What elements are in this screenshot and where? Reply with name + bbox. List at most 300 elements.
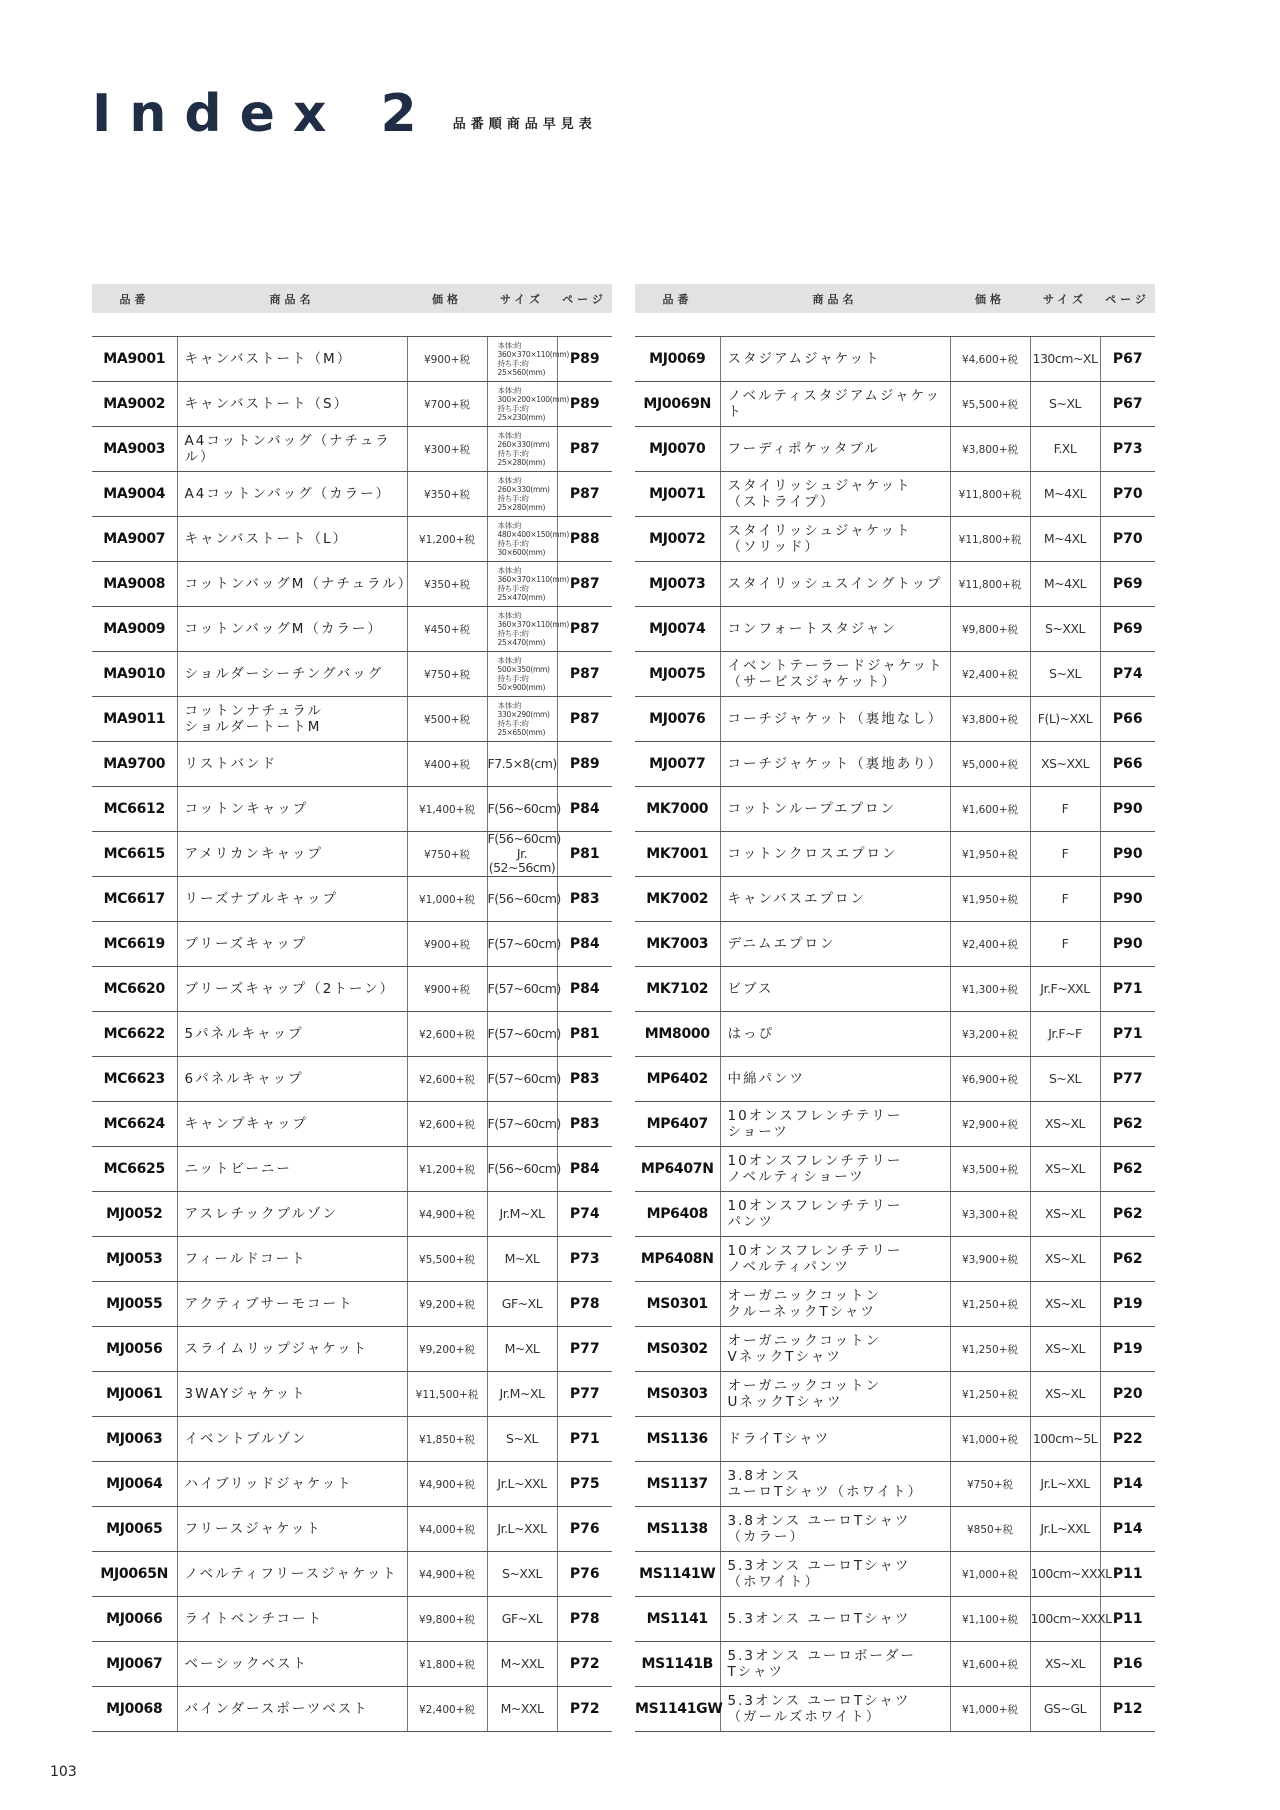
table-row [92, 1507, 612, 1552]
product-page: P67 [1100, 382, 1155, 427]
product-code: MJ0063 [92, 1417, 177, 1462]
product-size: Jr.M~XL [487, 1372, 557, 1417]
product-code: MJ0072 [635, 517, 720, 562]
product-code: MC6625 [92, 1147, 177, 1192]
product-page: P71 [1100, 1012, 1155, 1057]
header-page: ページ [557, 284, 612, 313]
product-code: MK7002 [635, 877, 720, 922]
product-code: MJ0075 [635, 652, 720, 697]
table-row [92, 472, 612, 517]
table-row [635, 1282, 1155, 1327]
product-name: ライトベンチコート [177, 1597, 407, 1642]
product-name: イベントテーラードジャケット （サービスジャケット） [720, 652, 950, 697]
product-size: 本体:約300×200×100(mm) 持ち手:約25×230(mm) [487, 382, 557, 427]
product-page: P62 [1100, 1192, 1155, 1237]
product-price: ¥11,800+税 [950, 472, 1030, 517]
table-spacer [635, 313, 1155, 337]
table-spacer-cell [635, 313, 1155, 337]
product-name: 中綿パンツ [720, 1057, 950, 1102]
product-name: リーズナブルキャップ [177, 877, 407, 922]
product-page: P73 [1100, 427, 1155, 472]
table-row [635, 787, 1155, 832]
product-name: コットンキャップ [177, 787, 407, 832]
product-code: MC6612 [92, 787, 177, 832]
product-price: ¥850+税 [950, 1507, 1030, 1552]
table-row [92, 562, 612, 607]
product-name: リストバンド [177, 742, 407, 787]
table-row [92, 832, 612, 877]
product-name: キャンバストート（L） [177, 517, 407, 562]
product-name: オーガニックコットン UネックTシャツ [720, 1372, 950, 1417]
product-size: F(56~60cm) [487, 877, 557, 922]
product-code: MJ0074 [635, 607, 720, 652]
product-name: キャンバストート（M） [177, 337, 407, 382]
product-page: P69 [1100, 607, 1155, 652]
product-name: 10オンスフレンチテリー パンツ [720, 1192, 950, 1237]
product-page: P78 [557, 1597, 612, 1642]
product-code: MK7000 [635, 787, 720, 832]
product-code: MJ0056 [92, 1327, 177, 1372]
product-name: スタイリッシュスイングトップ [720, 562, 950, 607]
product-name: スライムリップジャケット [177, 1327, 407, 1372]
product-price: ¥9,800+税 [950, 607, 1030, 652]
product-price: ¥350+税 [407, 562, 487, 607]
product-code: MJ0071 [635, 472, 720, 517]
product-page: P72 [557, 1642, 612, 1687]
table-row [92, 1192, 612, 1237]
table-row [92, 1327, 612, 1372]
product-size: S~XL [1030, 1057, 1100, 1102]
product-size: F(57~60cm) [487, 922, 557, 967]
product-price: ¥2,600+税 [407, 1057, 487, 1102]
product-price: ¥11,500+税 [407, 1372, 487, 1417]
product-page: P90 [1100, 922, 1155, 967]
product-size: S~XL [1030, 382, 1100, 427]
table-row [635, 1147, 1155, 1192]
product-code: MJ0055 [92, 1282, 177, 1327]
table-row [92, 967, 612, 1012]
product-size: 本体:約360×370×110(mm) 持ち手:約25×470(mm) [487, 607, 557, 652]
product-size: Jr.L~XXL [1030, 1462, 1100, 1507]
product-page: P84 [557, 967, 612, 1012]
table-row [635, 1417, 1155, 1462]
table-row [92, 1417, 612, 1462]
product-size: GF~XL [487, 1282, 557, 1327]
product-page: P88 [557, 517, 612, 562]
product-name: オーガニックコットン クルーネックTシャツ [720, 1282, 950, 1327]
page-number: 103 [50, 1764, 77, 1780]
table-row [635, 337, 1155, 382]
product-code: MC6622 [92, 1012, 177, 1057]
product-page: P71 [557, 1417, 612, 1462]
product-price: ¥1,400+税 [407, 787, 487, 832]
product-page: P90 [1100, 787, 1155, 832]
product-size: Jr.L~XXL [1030, 1507, 1100, 1552]
table-row [635, 1462, 1155, 1507]
product-size: F(L)~XXL [1030, 697, 1100, 742]
product-price: ¥2,400+税 [950, 922, 1030, 967]
product-code: MP6408 [635, 1192, 720, 1237]
product-code: MP6402 [635, 1057, 720, 1102]
product-page: P14 [1100, 1507, 1155, 1552]
product-page: P89 [557, 382, 612, 427]
product-name: コットンループエプロン [720, 787, 950, 832]
product-name: コーチジャケット（裏地あり） [720, 742, 950, 787]
product-size: XS~XL [1030, 1282, 1100, 1327]
product-name: キャンバスエプロン [720, 877, 950, 922]
product-size: 本体:約360×370×110(mm) 持ち手:約25×470(mm) [487, 562, 557, 607]
product-code: MP6407N [635, 1147, 720, 1192]
product-name: ノベルティフリースジャケット [177, 1552, 407, 1597]
table-row [635, 472, 1155, 517]
table-row [635, 1687, 1155, 1732]
product-code: MJ0052 [92, 1192, 177, 1237]
product-name: ドライTシャツ [720, 1417, 950, 1462]
product-name: コットンバッグM（カラー） [177, 607, 407, 652]
product-name: 6パネルキャップ [177, 1057, 407, 1102]
product-price: ¥3,500+税 [950, 1147, 1030, 1192]
product-page: P87 [557, 607, 612, 652]
product-price: ¥2,600+税 [407, 1102, 487, 1147]
product-size: GF~XL [487, 1597, 557, 1642]
table-row [635, 832, 1155, 877]
product-page: P16 [1100, 1642, 1155, 1687]
product-price: ¥450+税 [407, 607, 487, 652]
page-header [92, 84, 597, 144]
product-name: ブリーズキャップ（2トーン） [177, 967, 407, 1012]
product-page: P87 [557, 697, 612, 742]
product-code: MK7102 [635, 967, 720, 1012]
product-name: 3.8オンス ユーロTシャツ（ホワイト） [720, 1462, 950, 1507]
table-row [635, 1192, 1155, 1237]
product-code: MJ0077 [635, 742, 720, 787]
table-row [635, 877, 1155, 922]
table-row [92, 787, 612, 832]
header-code: 品番 [635, 284, 720, 313]
product-price: ¥1,000+税 [950, 1417, 1030, 1462]
product-code: MJ0065N [92, 1552, 177, 1597]
product-page: P70 [1100, 472, 1155, 517]
table-row [635, 382, 1155, 427]
product-size: GS~GL [1030, 1687, 1100, 1732]
product-code: MJ0053 [92, 1237, 177, 1282]
product-page: P84 [557, 922, 612, 967]
product-size: F.XL [1030, 427, 1100, 472]
product-code: MA9004 [92, 472, 177, 517]
product-page: P87 [557, 427, 612, 472]
product-price: ¥4,900+税 [407, 1552, 487, 1597]
product-page: P73 [557, 1237, 612, 1282]
product-size: 本体:約360×370×110(mm) 持ち手:約25×560(mm) [487, 337, 557, 382]
product-name: オーガニックコットン VネックTシャツ [720, 1327, 950, 1372]
table-header-row [635, 284, 1155, 313]
table-row [92, 1462, 612, 1507]
product-price: ¥1,250+税 [950, 1282, 1030, 1327]
product-code: MJ0070 [635, 427, 720, 472]
product-code: MA9700 [92, 742, 177, 787]
product-name: キャンプキャップ [177, 1102, 407, 1147]
product-name: アクティブサーモコート [177, 1282, 407, 1327]
index-table-body [92, 313, 612, 1732]
table-spacer [92, 313, 612, 337]
product-price: ¥4,000+税 [407, 1507, 487, 1552]
product-page: P74 [1100, 652, 1155, 697]
product-price: ¥9,800+税 [407, 1597, 487, 1642]
product-price: ¥11,800+税 [950, 517, 1030, 562]
product-page: P78 [557, 1282, 612, 1327]
product-price: ¥4,600+税 [950, 337, 1030, 382]
product-page: P75 [557, 1462, 612, 1507]
product-code: MK7001 [635, 832, 720, 877]
product-name: ショルダーシーチングバッグ [177, 652, 407, 697]
product-price: ¥350+税 [407, 472, 487, 517]
product-name: キャンバストート（S） [177, 382, 407, 427]
product-page: P19 [1100, 1282, 1155, 1327]
header-name: 商品名 [720, 284, 950, 313]
product-size: S~XL [487, 1417, 557, 1462]
product-price: ¥9,200+税 [407, 1327, 487, 1372]
product-price: ¥1,950+税 [950, 877, 1030, 922]
product-code: MP6408N [635, 1237, 720, 1282]
product-page: P62 [1100, 1237, 1155, 1282]
product-name: 5.3オンス ユーロボーダー Tシャツ [720, 1642, 950, 1687]
product-name: フリースジャケット [177, 1507, 407, 1552]
product-name: スタイリッシュジャケット （ストライプ） [720, 472, 950, 517]
product-code: MJ0069N [635, 382, 720, 427]
table-row [92, 337, 612, 382]
table-row [635, 562, 1155, 607]
product-price: ¥400+税 [407, 742, 487, 787]
product-name: コットンナチュラル ショルダートートM [177, 697, 407, 742]
product-page: P90 [1100, 877, 1155, 922]
header-price: 価格 [407, 284, 487, 313]
product-price: ¥900+税 [407, 922, 487, 967]
product-code: MJ0068 [92, 1687, 177, 1732]
product-price: ¥1,000+税 [950, 1552, 1030, 1597]
product-code: MA9008 [92, 562, 177, 607]
product-page: P89 [557, 337, 612, 382]
product-name: ベーシックベスト [177, 1642, 407, 1687]
index-table-body [635, 313, 1155, 1732]
product-size: S~XXL [1030, 607, 1100, 652]
product-name: 5.3オンス ユーロTシャツ （ホワイト） [720, 1552, 950, 1597]
product-price: ¥3,300+税 [950, 1192, 1030, 1237]
product-name: デニムエプロン [720, 922, 950, 967]
table-row [92, 922, 612, 967]
product-name: フィールドコート [177, 1237, 407, 1282]
product-name: A4コットンバッグ（カラー） [177, 472, 407, 517]
table-row [92, 517, 612, 562]
product-page: P87 [557, 652, 612, 697]
index-table-left [92, 284, 612, 1732]
table-row [635, 1102, 1155, 1147]
table-row [92, 607, 612, 652]
product-price: ¥4,900+税 [407, 1462, 487, 1507]
product-code: MS0302 [635, 1327, 720, 1372]
product-page: P81 [557, 832, 612, 877]
product-price: ¥1,200+税 [407, 1147, 487, 1192]
product-size: F [1030, 832, 1100, 877]
table-row [635, 1057, 1155, 1102]
product-price: ¥750+税 [407, 652, 487, 697]
product-page: P71 [1100, 967, 1155, 1012]
product-price: ¥900+税 [407, 337, 487, 382]
product-size: F(57~60cm) [487, 967, 557, 1012]
product-code: MA9010 [92, 652, 177, 697]
product-name: ビブス [720, 967, 950, 1012]
product-page: P81 [557, 1012, 612, 1057]
product-code: MS1141 [635, 1597, 720, 1642]
product-page: P83 [557, 1102, 612, 1147]
page-title: Index 2 [92, 84, 435, 144]
product-price: ¥1,250+税 [950, 1327, 1030, 1372]
table-row [635, 1372, 1155, 1417]
product-price: ¥500+税 [407, 697, 487, 742]
product-size: XS~XL [1030, 1642, 1100, 1687]
product-page: P66 [1100, 742, 1155, 787]
product-page: P69 [1100, 562, 1155, 607]
product-code: MC6624 [92, 1102, 177, 1147]
product-code: MJ0061 [92, 1372, 177, 1417]
table-row [92, 1102, 612, 1147]
product-page: P74 [557, 1192, 612, 1237]
table-row [635, 967, 1155, 1012]
product-code: MA9002 [92, 382, 177, 427]
product-name: コーチジャケット（裏地なし） [720, 697, 950, 742]
product-name: コットンバッグM（ナチュラル） [177, 562, 407, 607]
product-price: ¥5,500+税 [950, 382, 1030, 427]
header-page: ページ [1100, 284, 1155, 313]
table-row [635, 517, 1155, 562]
product-page: P62 [1100, 1102, 1155, 1147]
product-code: MJ0067 [92, 1642, 177, 1687]
product-code: MC6620 [92, 967, 177, 1012]
product-page: P20 [1100, 1372, 1155, 1417]
product-page: P89 [557, 742, 612, 787]
product-size: 130cm~XL [1030, 337, 1100, 382]
product-size: 本体:約260×330(mm) 持ち手:約25×280(mm) [487, 472, 557, 517]
product-page: P19 [1100, 1327, 1155, 1372]
product-price: ¥1,600+税 [950, 1642, 1030, 1687]
table-header-row [92, 284, 612, 313]
product-size: Jr.L~XXL [487, 1462, 557, 1507]
product-code: MA9003 [92, 427, 177, 472]
product-price: ¥3,200+税 [950, 1012, 1030, 1057]
product-size: 100cm~XXXL [1030, 1597, 1100, 1642]
product-price: ¥1,000+税 [950, 1687, 1030, 1732]
product-size: F [1030, 787, 1100, 832]
product-price: ¥1,300+税 [950, 967, 1030, 1012]
product-code: MS0301 [635, 1282, 720, 1327]
product-name: はっぴ [720, 1012, 950, 1057]
product-page: P87 [557, 472, 612, 517]
product-page: P66 [1100, 697, 1155, 742]
product-code: MS1141W [635, 1552, 720, 1597]
product-code: MP6407 [635, 1102, 720, 1147]
table-row [635, 652, 1155, 697]
product-size: 100cm~XXXL [1030, 1552, 1100, 1597]
product-code: MS1138 [635, 1507, 720, 1552]
product-price: ¥11,800+税 [950, 562, 1030, 607]
product-size: F [1030, 922, 1100, 967]
product-name: 5パネルキャップ [177, 1012, 407, 1057]
product-size: M~XL [487, 1327, 557, 1372]
product-size: Jr.F~XXL [1030, 967, 1100, 1012]
product-size: 100cm~5L [1030, 1417, 1100, 1462]
product-code: MJ0066 [92, 1597, 177, 1642]
product-name: 10オンスフレンチテリー ノベルティショーツ [720, 1147, 950, 1192]
product-code: MK7003 [635, 922, 720, 967]
product-name: スタイリッシュジャケット （ソリッド） [720, 517, 950, 562]
product-code: MA9009 [92, 607, 177, 652]
product-name: コンフォートスタジャン [720, 607, 950, 652]
product-code: MA9011 [92, 697, 177, 742]
product-price: ¥1,800+税 [407, 1642, 487, 1687]
product-page: P76 [557, 1507, 612, 1552]
table-row [92, 1642, 612, 1687]
product-name: 5.3オンス ユーロTシャツ （ガールズホワイト） [720, 1687, 950, 1732]
table-row [92, 697, 612, 742]
table-row [92, 652, 612, 697]
product-name: スタジアムジャケット [720, 337, 950, 382]
product-price: ¥3,800+税 [950, 697, 1030, 742]
product-size: 本体:約260×330(mm) 持ち手:約25×280(mm) [487, 427, 557, 472]
product-size: F(56~60cm) [487, 1147, 557, 1192]
product-size: XS~XL [1030, 1192, 1100, 1237]
product-size: 本体:約480×400×150(mm) 持ち手:約30×600(mm) [487, 517, 557, 562]
product-size: F(57~60cm) [487, 1057, 557, 1102]
product-price: ¥1,850+税 [407, 1417, 487, 1462]
product-code: MS1137 [635, 1462, 720, 1507]
product-page: P84 [557, 1147, 612, 1192]
product-name: ハイブリッドジャケット [177, 1462, 407, 1507]
product-code: MS1141GW [635, 1687, 720, 1732]
table-row [92, 1282, 612, 1327]
product-price: ¥1,000+税 [407, 877, 487, 922]
product-page: P14 [1100, 1462, 1155, 1507]
table-row [635, 1642, 1155, 1687]
product-size: S~XL [1030, 652, 1100, 697]
table-row [635, 1237, 1155, 1282]
table-row [635, 922, 1155, 967]
product-name: ノベルティスタジアムジャケット [720, 382, 950, 427]
product-code: MJ0065 [92, 1507, 177, 1552]
product-size: F [1030, 877, 1100, 922]
product-price: ¥700+税 [407, 382, 487, 427]
table-row [92, 742, 612, 787]
table-row [92, 1372, 612, 1417]
product-price: ¥900+税 [407, 967, 487, 1012]
header-code: 品番 [92, 284, 177, 313]
product-page: P11 [1100, 1552, 1155, 1597]
product-code: MC6615 [92, 832, 177, 877]
product-code: MC6619 [92, 922, 177, 967]
product-code: MJ0069 [635, 337, 720, 382]
product-size: M~XL [487, 1237, 557, 1282]
product-code: MS1136 [635, 1417, 720, 1462]
product-price: ¥750+税 [950, 1462, 1030, 1507]
product-price: ¥3,900+税 [950, 1237, 1030, 1282]
table-row [92, 1687, 612, 1732]
product-code: MJ0073 [635, 562, 720, 607]
table-row [635, 1507, 1155, 1552]
table-row [635, 742, 1155, 787]
product-page: P77 [1100, 1057, 1155, 1102]
product-size: F(56~60cm) Jr.(52~56cm) [487, 831, 561, 876]
product-size: 本体:約330×290(mm) 持ち手:約25×650(mm) [487, 697, 557, 742]
product-name: A4コットンバッグ（ナチュラル） [177, 427, 407, 472]
product-size: M~XXL [487, 1642, 557, 1687]
